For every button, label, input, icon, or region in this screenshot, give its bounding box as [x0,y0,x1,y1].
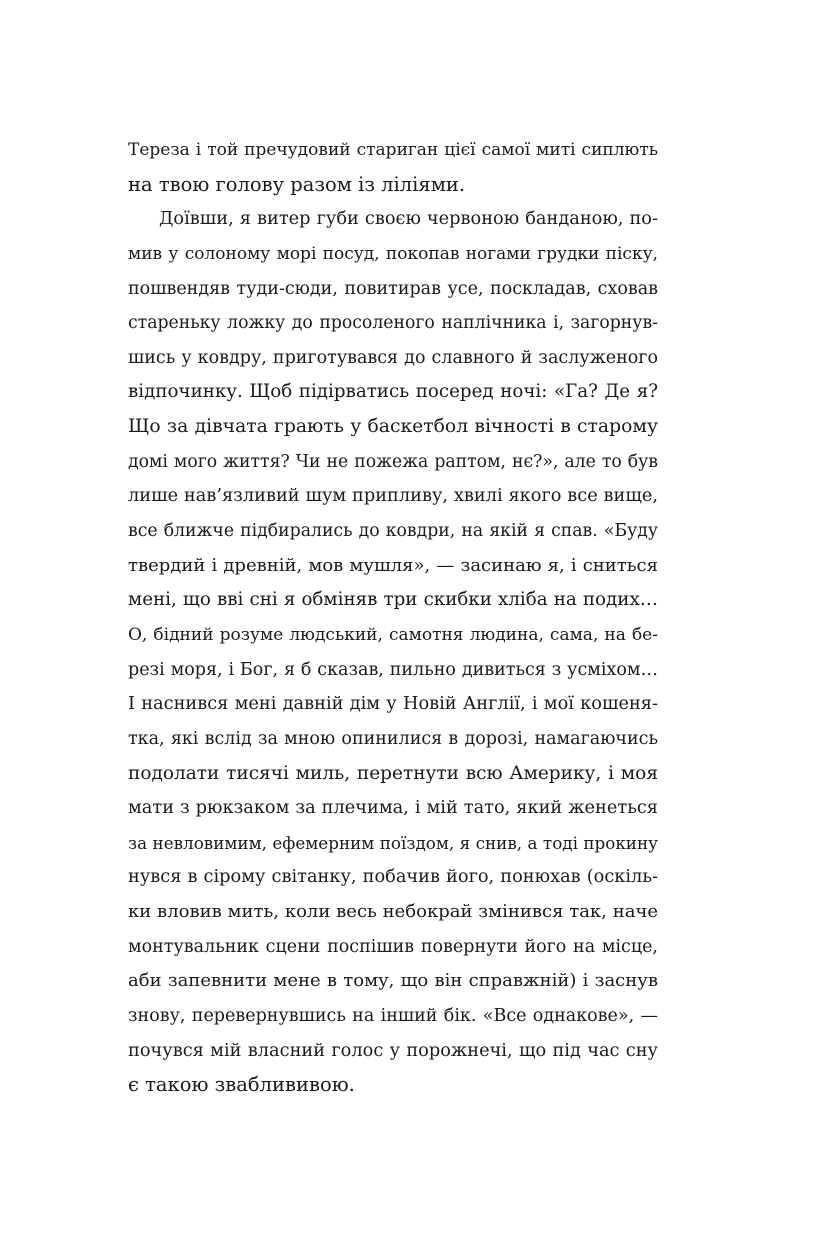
text-line: лише нав’язливий шум припливу, хвилі якого все вище, [128,486,658,507]
text-line: монтувальник сцени поспішив повернути його на місце, [128,936,658,957]
text-line: мені, що вві сні я обміняв три скибки хліба на подих… [128,589,658,611]
text-line: стареньку ложку до просоленого наплічника і, загорнув- [128,313,658,334]
text-line: на твою голову разом із ліліями. [128,172,466,196]
text-line: знову, перевернувшись на інший бік. «Все однакове», — [128,1006,658,1027]
text-line: мати з рюкзаком за плечима, і мій тато, який женеться [128,798,658,819]
text-line-paragraph-start: Доївши, я витер губи своєю червоною банданою, по- [159,209,658,230]
body-text [128,133,658,1103]
text-line: твердий і древній, мов мушля», — засинаю я, і сниться [128,554,658,576]
text-line: Що за дівчата грають у баскетбол вічності в старому [128,416,658,438]
text-line: є такою зваблививою. [128,1073,355,1097]
text-line: нувся в сірому світанку, побачив його, понюхав (оскіль- [128,867,658,888]
text-line: відпочинку. Щоб підірватись посеред ночі: «Га? Де я? [128,381,658,403]
text-line: почувся мій власний голос у порожнечі, що під час сну [128,1040,658,1061]
text-line: резі моря, і Бог, я б сказав, пильно дивиться з усміхом… [128,659,658,680]
text-line: Тереза і той пречудовий стариган цієї самої миті сиплють [128,140,658,160]
text-line: пошвендяв туди-сюди, повитирав усе, поскладав, сховав [128,278,658,299]
text-line: О, бідний розуме людський, самотня людина, сама, на бе- [128,624,658,645]
text-line: тка, які вслід за мною опинилися в дорозі, намагаючись [128,728,658,749]
text-line: шись у ковдру, приготувався до славного й заслуженого [128,347,658,368]
text-line: ки вловив мить, коли весь небокрай змінився так, наче [128,901,658,923]
text-line: домі мого життя? Чи не пожежа раптом, нє?», але то був [128,451,658,472]
text-line: мив у солоному морі посуд, покопав ногами грудки піску, [128,243,658,264]
text-line: подолати тисячі миль, перетнути всю Америку, і моя [128,762,658,784]
text-line: І наснився мені давній дім у Новій Англії, і мої кошеня- [128,694,658,715]
text-line: аби запевнити мене в тому, що він справжній) і заснув [128,970,658,992]
text-line: за невловимим, ефемерним поїздом, я снив, а тоді прокину [128,832,658,853]
text-line: все ближче підбирались до ковдри, на якій я спав. «Буду [128,521,658,542]
